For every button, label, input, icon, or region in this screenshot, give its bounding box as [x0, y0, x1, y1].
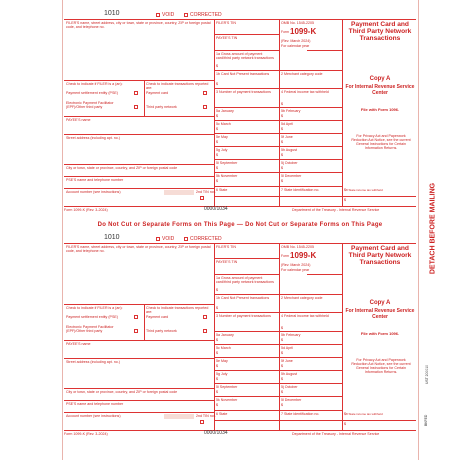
box-1a-label: 1a Gross amount of payment card/third party network transactions [216, 276, 274, 284]
copy-for: For Internal Revenue Service Center [345, 84, 415, 96]
pse-name-label: PSE'S name and telephone number [66, 402, 124, 406]
payee-tin-label: PAYEE'S TIN [216, 36, 238, 40]
second-tin-label: 2nd TIN not. [196, 190, 216, 194]
third-party-network-label: Third party network [146, 329, 177, 333]
box-5j-label: 5j October [281, 161, 298, 165]
right-margin-line [418, 0, 419, 460]
copy-label: Copy A [369, 300, 391, 306]
box-1b-label: 1b Card Not Present transactions [216, 72, 270, 76]
omb-number: OMB No. 1545-2205 [281, 21, 314, 25]
second-tin-checkbox[interactable] [200, 420, 204, 424]
form-label: Form [281, 30, 289, 34]
cut-notice: Do Not Cut or Separate Forms on This Page — Do Not Cut or Separate Forms on This Page [97, 222, 383, 228]
form-1099-k-bottom: 1010 VOID CORRECTED FILER'S name, street address, city or town, state or province, country, ZIP or foreign postal code, and telephone no. FILER'S TIN PAYEE'S TIN OMB No. 1545-2205 Form 1099-K (Rev. March 2024) For calendar year Payment Card and Third Party Network Transactions 1a Gross amount of payment card/third party network transactions $ Check to indicate if FILER is a (an): Check to indicate transactions reported are: Payment settlement entity (PSE) Payment card Electronic Payment Facilitator (EPF)/Other third party Third party network 1b Card Not Present transactions $ 2 Merchant category code 3 Number of payment transactions 4 Federal income tax withheld $ PAYEE'S name Street address (including apt. no.) City or town, state or province, country, and ZIP or foreign postal code PSE'S name and telephone number Account number (see instructions) 2nd TIN not. 5a January 5b February $ $ 5c March 5d April $ $ 5e May 5f June $ $ 5g July 5h August $ $ 5i September 5j October $ $ 5k November 5l December $ $ 6 State 7 State identification no. 8 State income tax withheld $ $ Copy A For Internal Revenue Service Center File with Form 1096. For Privacy Act and Paperwork Reduction Act Notice, see the current General Instructions for Certain Information Returns. Form 1099-K (Rev. 3-2024) 0000/1034 Department of the Treasury - Internal Revenue Service [64, 234, 415, 436]
box-6-label: 6 State [216, 412, 228, 416]
detach-notice [428, 140, 438, 320]
account-number-label: Account number (see instructions) [66, 414, 121, 418]
file-with: File with Form 1096. [360, 107, 400, 112]
box-5f-label: 5f June [281, 135, 293, 139]
corrected-label: CORRECTED [190, 236, 222, 242]
payee-tin-label: PAYEE'S TIN [216, 260, 238, 264]
corrected-label: CORRECTED [190, 12, 222, 18]
box-5h-label: 5h August [281, 372, 297, 376]
box-5l-label: 5l December [281, 398, 302, 402]
box-5i-label: 5i September [216, 385, 238, 389]
box-5a-label: 5a January [216, 333, 234, 337]
pse-checkbox[interactable] [134, 315, 138, 319]
filer-name-label: FILER'S name, street address, city or town, state or province, country, ZIP or foreign postal code, and telephone no. [66, 21, 211, 29]
payment-card-label: Payment card [146, 91, 169, 95]
check-filer-label: Check to indicate if FILER is a (an): [66, 306, 123, 310]
side-code-2: BKFED [424, 414, 428, 426]
box-5h-label: 5h August [281, 148, 297, 152]
filer-name-label: FILER'S name, street address, city or town, state or province, country, ZIP or foreign postal code, and telephone no. [66, 245, 211, 253]
box-5d-label: 5d April [281, 346, 293, 350]
box-3-label: 3 Number of payment transactions [216, 90, 271, 94]
side-code-1: UST 200010 [425, 365, 429, 384]
box-5b-label: 5b February [281, 109, 301, 113]
footer-department: Department of the Treasury - Internal Revenue Service [292, 208, 380, 212]
void-label: VOID [162, 236, 175, 242]
second-tin-checkbox[interactable] [200, 196, 204, 200]
third-party-network-checkbox[interactable] [203, 105, 207, 109]
street-address-label: Street address (including apt. no.) [66, 136, 120, 140]
box-1a-label: 1a Gross amount of payment card/third party network transactions [216, 52, 274, 60]
box-5c-label: 5c March [216, 122, 231, 126]
form-name: 1099-K [290, 251, 317, 260]
check-filer-label: Check to indicate if FILER is a (an): [66, 82, 123, 86]
filer-tin-label: FILER'S TIN [216, 21, 236, 25]
box-5a-label: 5a January [216, 109, 234, 113]
form-1099-k-top: 1010 VOID CORRECTED FILER'S name, street address, city or town, state or province, country, ZIP or foreign postal code, and telephone no. FILER'S TIN PAYEE'S TIN OMB No. 1545-2205 Form 1099-K (Rev. March 2024) For calendar year Payment Card and Third Party Network Transactions 1a Gross amount of payment card/third party network transactions $ Check to indicate if FILER is a (an): Check to indicate transactions reported are: Payment settlement entity (PSE) Payment card Electronic Payment Facilitator (EPF)/Other third party Third party network 1b Card Not Present transactions $ 2 Merchant category code 3 Number of payment transactions 4 Federal income tax withheld $ PAYEE'S name Street address (including apt. no.) City or town, state or province, country, and ZIP or foreign postal code PSE'S name and telephone number Account number (see instructions) 2nd TIN not. 5a January 5b February $ $ 5c March 5d April $ $ 5e May 5f June $ $ 5g July 5h August $ $ 5i September 5j October $ $ 5k November 5l December $ $ 6 State 7 State identification no. 8 State income tax withheld $ $ Copy A For Internal Revenue Service Center File with Form 1096. For Privacy Act and Paperwork Reduction Act Notice, see the current General Instructions for Certain Information Returns. Form 1099-K (Rev. 3-2024) 0000/1034 Department of the Treasury - Internal Revenue Service [64, 10, 415, 212]
box-8-label: 8 State income tax withheld [346, 188, 383, 192]
filer-name-field[interactable] [64, 28, 214, 80]
check-type-label: Check to indicate transactions reported are: [146, 306, 209, 314]
box-5k-label: 5k November [216, 398, 238, 402]
epf-label: Electronic Payment Facilitator (EPF)/Other third party [66, 101, 114, 109]
box-5e-label: 5e May [216, 359, 228, 363]
footer-form: Form 1099-K (Rev. 3-2024) [64, 208, 108, 212]
third-party-network-checkbox[interactable] [203, 329, 207, 333]
epf-checkbox[interactable] [134, 329, 138, 333]
calendar-year-label: For calendar year [281, 44, 310, 48]
payment-card-label: Payment card [146, 315, 169, 319]
form-code: 1010 [104, 234, 120, 241]
third-party-network-label: Third party network [146, 105, 177, 109]
payment-card-checkbox[interactable] [203, 91, 207, 95]
box-5i-label: 5i September [216, 161, 238, 165]
void-label: VOID [162, 12, 175, 18]
corrected-checkbox[interactable] [184, 237, 188, 241]
box-5g-label: 5g July [216, 148, 228, 152]
detach-label: DETACH BEFORE MAILING [429, 182, 437, 275]
account-number-label: Account number (see instructions) [66, 190, 121, 194]
box-1b-label: 1b Card Not Present transactions [216, 296, 270, 300]
second-tin-label: 2nd TIN not. [196, 414, 216, 418]
pse-checkbox[interactable] [134, 91, 138, 95]
box-5b-label: 5b February [281, 333, 301, 337]
file-with: File with Form 1096. [360, 331, 400, 336]
box-5l-label: 5l December [281, 174, 302, 178]
left-margin-line [62, 0, 63, 460]
privacy-notice: For Privacy Act and Paperwork Reduction Act Notice, see the current General Instructions for Certain Information Returns. [351, 358, 411, 374]
filer-name-field[interactable] [64, 252, 214, 304]
void-checkbox[interactable] [156, 13, 160, 17]
privacy-notice: For Privacy Act and Paperwork Reduction Act Notice, see the current General Instructions for Certain Information Returns. [351, 134, 411, 150]
revision-date: (Rev. March 2024) [281, 39, 311, 43]
footer-form: Form 1099-K (Rev. 3-2024) [64, 432, 108, 436]
box-4-label: 4 Federal income tax withheld [281, 90, 329, 94]
form-code: 1010 [104, 10, 120, 17]
footer-catalog: 0000/1034 [204, 206, 228, 212]
box-5j-label: 5j October [281, 385, 298, 389]
box-5g-label: 5g July [216, 372, 228, 376]
box-5d-label: 5d April [281, 122, 293, 126]
epf-label: Electronic Payment Facilitator (EPF)/Other third party [66, 325, 114, 333]
form-title: Payment Card and Third Party Network Transactions [348, 245, 412, 266]
box-6-label: 6 State [216, 188, 228, 192]
city-label: City or town, state or province, country, and ZIP or foreign postal code [66, 390, 178, 394]
calendar-year-label: For calendar year [281, 268, 310, 272]
form-title: Payment Card and Third Party Network Transactions [348, 21, 412, 42]
box-7-label: 7 State identification no. [281, 188, 320, 192]
payment-card-checkbox[interactable] [203, 315, 207, 319]
form-name: 1099-K [290, 27, 317, 36]
street-address-label: Street address (including apt. no.) [66, 360, 120, 364]
void-checkbox[interactable] [156, 237, 160, 241]
copy-label: Copy A [369, 76, 391, 82]
form-label: Form [281, 254, 289, 258]
box-2-label: 2 Merchant category code [281, 296, 323, 300]
box-5c-label: 5c March [216, 346, 231, 350]
box-5k-label: 5k November [216, 174, 238, 178]
corrected-checkbox[interactable] [184, 13, 188, 17]
footer-department: Department of the Treasury - Internal Revenue Service [292, 432, 380, 436]
check-type-label: Check to indicate transactions reported are: [146, 82, 209, 90]
revision-date: (Rev. March 2024) [281, 263, 311, 267]
filer-tin-label: FILER'S TIN [216, 245, 236, 249]
city-label: City or town, state or province, country, and ZIP or foreign postal code [66, 166, 178, 170]
box-2-label: 2 Merchant category code [281, 72, 323, 76]
pse-label: Payment settlement entity (PSE) [66, 315, 118, 319]
payee-name-label: PAYEE'S name [66, 118, 91, 122]
copy-for: For Internal Revenue Service Center [345, 308, 415, 320]
box-7-label: 7 State identification no. [281, 412, 320, 416]
omb-number: OMB No. 1545-2205 [281, 245, 314, 249]
box-4-label: 4 Federal income tax withheld [281, 314, 329, 318]
epf-checkbox[interactable] [134, 105, 138, 109]
pse-label: Payment settlement entity (PSE) [66, 91, 118, 95]
box-5f-label: 5f June [281, 359, 293, 363]
box-8-label: 8 State income tax withheld [346, 412, 383, 416]
footer-catalog: 0000/1034 [204, 430, 228, 436]
box-3-label: 3 Number of payment transactions [216, 314, 271, 318]
payee-name-label: PAYEE'S name [66, 342, 91, 346]
box-5e-label: 5e May [216, 135, 228, 139]
pse-name-label: PSE'S name and telephone number [66, 178, 124, 182]
